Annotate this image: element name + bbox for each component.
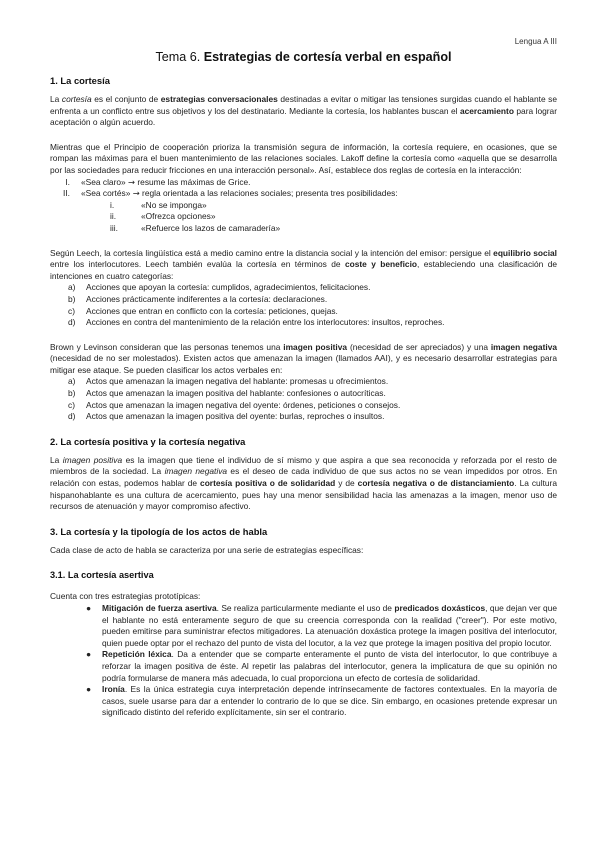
list-item: ● Mitigación de fuerza asertiva. Se realiza particularmente mediante el uso de predicados doxásticos, que dejan ver que el hablante no está enteramente seguro de que su creencia corresponda con la realidad ("creer"). Por este motivo, pueden emitirse para suministrar efectos mitigadores. La atenuación doxástica protege la imagen positiva del interlocutor, quien puede optar por el rechazo del punto de vista del locutor, a la vez que protege la imagen positiva del propio locutor. (86, 603, 558, 648)
list-item: I. «Sea claro» → resume las máximas de Grice. (65, 176, 251, 187)
list-item: a) Actos que amenazan la imagen negativa del hablante: promesas u ofrecimientos. (68, 376, 389, 387)
list-item: b) Actos que amenazan la imagen positiva del hablante: confesiones o autocríticas. (68, 388, 386, 399)
list-item: d) Acciones en contra del mantenimiento de la relación entre los interlocutores: insultos, reproches. (68, 317, 445, 328)
subsection-heading-3-1: 3.1. La cortesía asertiva (50, 570, 154, 581)
bullet-icon: ● (86, 684, 92, 695)
list-item: i. «No se imponga» (110, 199, 207, 210)
paragraph-cortesia-definition: La cortesía es el conjunto de estrategias conversacionales destinadas a evitar o mitigar las tensiones surgidas cuando el hablante se enfrenta a un conflicto entre sus objetivos y los del destinatario. Mediante la cortesía, los hablantes buscan el acercamiento para lograr aceptación o algún acuerdo. (50, 94, 557, 128)
arrow-icon: → (128, 176, 136, 187)
paragraph-actos-habla: Cada clase de acto de habla se caracteriza por una serie de estrategias específicas: (50, 544, 364, 555)
paragraph-brown-levinson: Brown y Levinson consideran que las personas tenemos una imagen positiva (necesidad de ser apreciados) y una imagen negativa (necesidad de no ser molestados). Existen actos que amenazan la imagen (llamados AAI), y es necesario desarrollar estrategias para mitigar ese ataque. Se pueden clasificar los actos verbales en: (50, 341, 558, 375)
list-item: a) Acciones que apoyan la cortesía: cumplidos, agradecimientos, felicitaciones. (68, 282, 371, 293)
course-label: Lengua A III (514, 37, 557, 46)
asertiva-strategies-list (50, 603, 557, 719)
document-page (50, 28, 557, 719)
paragraph-asertiva-intro: Cuenta con tres estrategias prototípicas: (50, 591, 201, 602)
paragraph-lakoff: Mientras que el Principio de cooperación prioriza la transmisión segura de información, la cortesía requiere, en ocasiones, que se rompan las máximas para el buen mantenimiento de las relaciones sociales. Lakoff define la cortesía como «aquella que se desarrolla por las sociedades para reducir fricciones en una interacción personal». Así, establece dos reglas de cortesía en la interacción: (50, 141, 557, 175)
list-item: II. «Sea cortés» → regla orientada a las relaciones sociales; presenta tres posibilidades: (63, 188, 398, 199)
leech-categories-list (50, 282, 557, 328)
paragraph-leech: Según Leech, la cortesía lingüística está a medio camino entre la distancia social y la intención del emisor: persigue el equilibrio social entre los interlocutores. Leech también evalúa la cortesía en términos de coste y beneficio, estableciendo una clasificación de intenciones en cuatro categorías: (50, 247, 558, 281)
list-item: iii. «Refuerce los lazos de camaradería» (110, 222, 281, 233)
bullet-icon: ● (86, 649, 92, 660)
section-heading-2: 2. La cortesía positiva y la cortesía negativa (50, 435, 246, 447)
list-item: d) Actos que amenazan la imagen positiva del oyente: burlas, reproches o insultos. (68, 411, 385, 422)
arrow-icon: → (132, 188, 140, 199)
list-item: ● Ironía. Es la única estrategia cuya interpretación depende intrínsecamente de factores contextuales. En la mayoría de casos, suele usarse para dar a entender lo contrario de lo que se dice. Sin embargo, en ocasiones pretende expresar un significado distinto del referido explícitamente, sin ser el contrario. (86, 684, 557, 718)
list-item: ii. «Ofrezca opciones» (110, 211, 216, 222)
lakoff-rules-list (50, 177, 557, 200)
page-title: Tema 6. Estrategias de cortesía verbal en español (155, 50, 452, 64)
list-item: ● Repetición léxica. Da a entender que se comparte enteramente el punto de vista del interlocutor, lo que contribuye a reforzar la imagen positiva de éste. Al repetir las palabras del interlocutor, genera la implicatura de que su opinión no podría formularse de manera más adecuada, lo cual proporciona un efecto de cortesía de solidaridad. (86, 649, 557, 683)
list-item: c) Acciones que entran en conflicto con la cortesía: peticiones, quejas. (68, 305, 338, 316)
lakoff-subrules-list (110, 200, 557, 235)
section-heading-1: 1. La cortesía (50, 75, 110, 86)
section-heading-3: 3. La cortesía y la tipología de los actos de habla (50, 525, 268, 537)
aai-list (50, 376, 557, 422)
bullet-icon: ● (86, 603, 92, 613)
list-item: c) Actos que amenazan la imagen negativa del oyente: órdenes, peticiones o consejos. (68, 399, 401, 410)
list-item: b) Acciones prácticamente indiferentes a la cortesía: declaraciones. (68, 293, 328, 304)
paragraph-imagen: La imagen positiva es la imagen que tiene el individuo de sí mismo y que aspira a que sea reconocida y reforzada por el resto de miembros de la sociedad. La imagen negativa es el deseo de cada individuo de que sus actos no se vean impedidos por otros. En relación con estas, podemos hablar de cortesía positiva o de solidaridad y de cortesía negativa o de distanciamiento. La cultura hispanohablante es una cultura de acercamiento, pues hay una menor sensibilidad hacia las amenazas a la imagen, menor uso de recursos de atenuación y mayor compromiso afectivo. (50, 454, 557, 512)
